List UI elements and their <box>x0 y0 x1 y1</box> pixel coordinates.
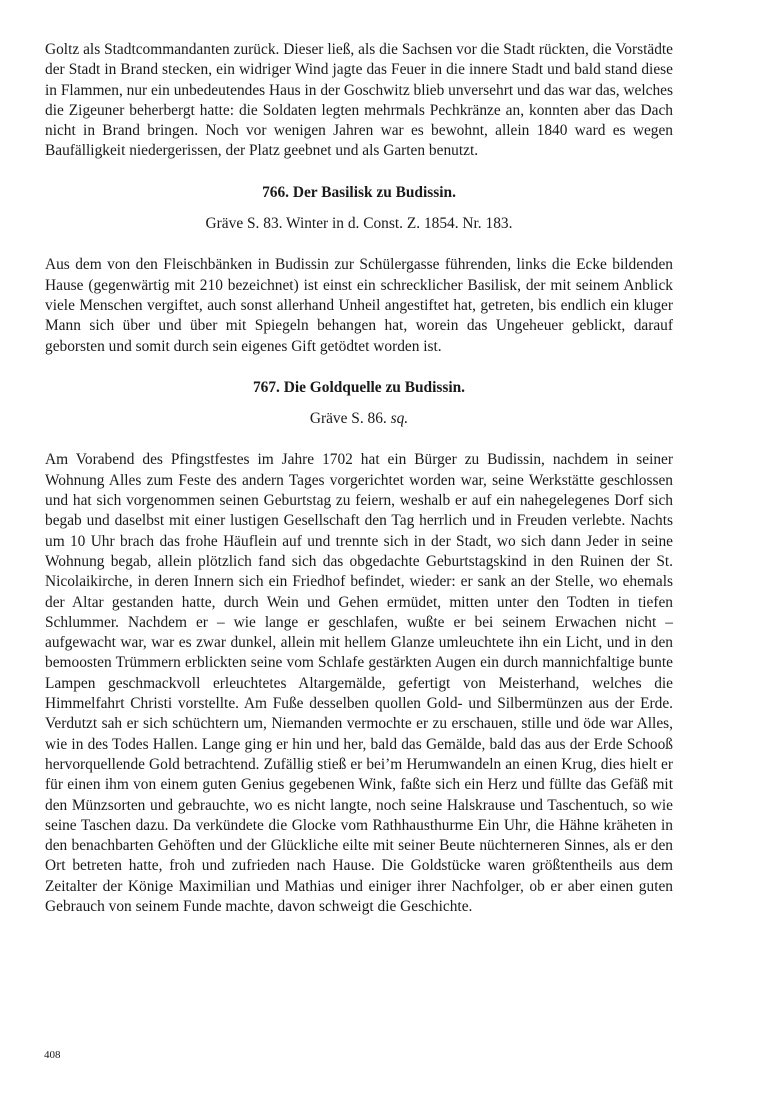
section-766-source: Gräve S. 83. Winter in d. Const. Z. 1854. Nr. 183. <box>205 215 513 233</box>
section-767-source-italic: sq. <box>390 410 409 428</box>
section-766-paragraph: Aus dem von den Fleischbänken in Budissin zur Schülergasse führenden, links die Ecke bildenden Hause (gegenwärtig mit 210 bezeichnet) ist einst ein schrecklicher Basilisk, der mit seinem Anblick viele Menschen vergiftet, auch sonst allerhand Unheil angestiftet hat, getreten, bis endlich ein kluger Mann sich über und über mit Spiegeln behangen hat, worein das Ungeheuer geblickt, darauf geborsten und somit durch sein eigenes Gift getödtet worden ist. <box>45 256 673 355</box>
section-767-paragraph: Am Vorabend des Pfingstfestes im Jahre 1702 hat ein Bürger zu Budissin, nachdem in seiner Wohnung Alles zum Feste des andern Tages vorgerichtet worden war, seine Werkstätte geschlossen und hat sich vorgenommen seinen Geburtstag zu feiern, weshalb er auf ein nahegelegenes Dorf sich begab und daselbst mit einer lustigen Gesellschaft den Tag herrlich und in Freuden verlebte. Nachts um 10 Uhr brach das frohe Häuflein auf und trennte sich in der Stadt, wo sich dann Jeder in seine Wohnung begab, allein plötzlich fand sich das obgedachte Geburtstagskind in den Ruinen der St. Nicolaikirche, in deren Innern sich ein Friedhof befindet, wieder: er sank an der Stelle, wo ehemals der Altar gestanden hatte, durch Wein und Gehen ermüdet, mitten unter den Todten in tiefen Schlummer. Nachdem er – wie lange er geschlafen, wußte er bei seinem Erwachen nicht – aufgewacht war, war es zwar dunkel, allein mit hellem Glanze umleuchtete ihn ein Licht, und in den bemoosten Trümmern erblickten seine vom Schlafe gestärkten Augen ein durch mannichfaltige bunte Lampen geschmackvoll erleuchtetes Altargemälde, gefertigt von Meisterhand, welches die Himmelfahrt Christi vorstellte. Am Fuße desselben quollen Gold- und Silbermünzen aus der Erde. Verdutzt sah er sich schüchtern um, Niemanden vermochte er zu erschauen, stille und öde war Alles, wie in des Todes Hallen. Lange ging er hin und her, bald das Gemälde, bald das aus der Erde Schooß hervorquellende Gold betrachtend. Zufällig stieß er bei’m Herumwandeln an einen Krug, dies hielt er für einen ihm von einem guten Genius gegebenen Wink, faßte sich ein Herz und füllte das Gefäß mit den Münzsorten und gebrauchte, wo es nicht langte, noch seine Halskrause und Taschentuch, so wie seine Taschen dazu. Da verkündete die Glocke vom Rathhausthurme Ein Uhr, die Hähne kräheten in den benachbarten Gehöften und der Glückliche eilte mit seiner Beute nüchterneren Sinnes, als er den Ort betreten hatte, froh und zufrieden nach Hause. Die Goldstücke waren größtentheils aus dem Zeitalter der Könige Maximilian und Mathias und einiger ihrer Nachfolger, ob er aber einen guten Gebrauch von seinem Funde machte, davon schweigt die Geschichte. <box>45 451 673 915</box>
page-number: 408 <box>44 1049 61 1061</box>
section-767-source <box>45 409 673 429</box>
section-767-source-main: Gräve S. 86. <box>309 410 391 428</box>
section-767-title: 767. Die Goldquelle zu Budissin. <box>252 378 466 396</box>
intro-paragraph: Goltz als Stadtcommandanten zurück. Dieser ließ, als die Sachsen vor die Stadt rückten, die Vorstädte der Stadt in Brand stecken, ein widriger Wind jagte das Feuer in die innere Stadt und bald stand diese in Flammen, nur ein unbedeutendes Haus in der Goschwitz blieb unversehrt und das war das, welches die Zigeuner beherbergt hatte: die Soldaten legten mehrmals Pechkränze an, konnten aber das Dach nicht in Brand bringen. Noch vor wenigen Jahren war es bewohnt, allein 1840 ward es wegen Baufälligkeit niedergerissen, der Platz geebnet und als Garten benutzt. <box>45 41 673 160</box>
section-766-title: 766. Der Basilisk zu Budissin. <box>262 183 456 201</box>
page-content <box>45 40 673 917</box>
